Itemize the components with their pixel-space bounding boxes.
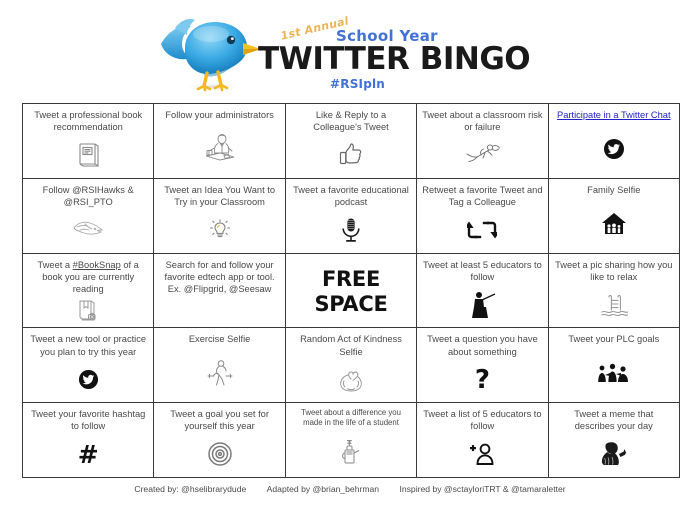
bingo-cell[interactable] — [286, 403, 417, 478]
heart-in-hands-icon — [291, 359, 411, 400]
booksnap-suffix: of a book you are currently reading — [42, 259, 139, 295]
bingo-cell-text — [28, 259, 148, 296]
footer-inspired-by: Inspired by @sctayloriTRT & @tamaraletter — [399, 484, 566, 494]
bingo-cell[interactable] — [154, 179, 285, 254]
twitter-bird-solid-icon — [28, 359, 148, 400]
bingo-cell[interactable] — [286, 104, 417, 179]
add-person-icon — [422, 434, 542, 475]
bingo-cell[interactable] — [417, 254, 548, 329]
bingo-cell-text: Tweet a professional book recommendation — [34, 110, 143, 133]
page-header — [0, 0, 700, 96]
hashtag-label: #RSIpln — [330, 77, 386, 91]
bingo-cell-text: Tweet a meme that describes your day — [574, 409, 654, 432]
bingo-cell-text: Tweet about a classroom risk or failure — [422, 110, 543, 133]
bingo-cell[interactable] — [154, 104, 285, 179]
bingo-cell-text: Tweet a new tool or practice you plan to try this year — [30, 334, 147, 357]
bingo-cell-text: Like & Reply to a Colleague's Tweet — [313, 110, 389, 133]
free-space-line2: SPACE — [314, 291, 388, 316]
book-camera-icon — [28, 296, 148, 325]
family-house-icon — [554, 197, 674, 251]
footer-credits — [0, 484, 700, 494]
free-space-line1: FREE — [321, 267, 380, 292]
bingo-cell-text: Tweet a pic sharing how you like to relax — [555, 259, 673, 282]
microphone-icon — [291, 209, 411, 250]
empty-icon — [159, 296, 279, 325]
bingo-cell-text: Random Act of Kindness Selfie — [300, 334, 402, 357]
title-block — [258, 12, 538, 96]
bingo-cell-text: Tweet a goal you set for yourself this year — [170, 409, 269, 432]
bingo-cell-text: Tweet a list of 5 educators to follow — [423, 409, 542, 432]
bingo-cell[interactable] — [154, 328, 285, 403]
twitter-circle-icon — [554, 123, 674, 176]
target-icon — [159, 434, 279, 475]
bingo-cell-text: Tweet about a difference you made in the life of a student — [300, 408, 401, 428]
bingo-cell-text: Follow @RSIHawks & @RSI_PTO — [42, 184, 134, 208]
bingo-cell[interactable] — [417, 328, 548, 403]
question-mark-icon: ? — [474, 364, 490, 395]
administrator-at-desk-icon — [159, 122, 279, 176]
bingo-cell-text: Tweet an Idea You Want to Try in your Classroom — [164, 184, 275, 208]
booksnap-hashtag: #BookSnap — [72, 259, 121, 270]
bingo-cell[interactable] — [154, 403, 285, 478]
school-year-label: School Year — [336, 27, 438, 45]
bingo-cell-text: Search for and follow your favorite edtech app or tool. Ex. @Flipgrid, @Seesaw — [164, 259, 275, 295]
book-icon — [28, 135, 148, 176]
bingo-cell[interactable] — [417, 179, 548, 254]
booksnap-prefix: Tweet a — [37, 259, 73, 270]
bingo-cell-text: Follow your administrators — [165, 110, 274, 120]
bingo-cell-text: Tweet your PLC goals — [568, 334, 660, 345]
hashtag-icon: # — [77, 439, 99, 469]
bingo-cell-link[interactable] — [549, 104, 680, 179]
bingo-cell[interactable] — [23, 104, 154, 179]
bingo-cell[interactable] — [23, 179, 154, 254]
bingo-cell-text: Exercise Selfie — [188, 334, 251, 345]
bingo-cell-text: Tweet at least 5 educators to follow — [422, 259, 542, 282]
twitter-bird-logo — [155, 14, 263, 94]
bingo-cell[interactable] — [549, 254, 680, 329]
footer-adapted-by: Adapted by @brian_behrman — [266, 484, 380, 494]
bingo-cell[interactable] — [23, 403, 154, 478]
pool-ladder-icon — [554, 284, 674, 325]
free-space-cell[interactable] — [286, 254, 417, 329]
watering-can-icon — [291, 430, 411, 475]
team-group-icon — [554, 347, 674, 401]
retweet-icon — [422, 209, 542, 250]
presenter-podium-icon — [422, 284, 542, 325]
bingo-cell[interactable] — [549, 403, 680, 478]
bingo-cell[interactable] — [286, 179, 417, 254]
bingo-cell-text: Tweet a favorite educational podcast — [293, 184, 409, 208]
bingo-cell-text: Tweet a question you have about something — [427, 334, 538, 357]
first-annual-label: 1st Annual — [279, 14, 351, 43]
bingo-grid — [22, 103, 680, 478]
bingo-cell[interactable] — [417, 403, 548, 478]
bingo-cell[interactable] — [23, 254, 154, 329]
bingo-cell-text: Tweet your favorite hashtag to follow — [31, 409, 146, 432]
bingo-cell-text: Retweet a favorite Tweet and Tag a Colleague — [422, 184, 543, 208]
thumbs-up-icon — [291, 135, 411, 176]
stretching-person-icon — [159, 347, 279, 401]
meme-face-icon — [554, 434, 674, 475]
footer-created-by: Created by: @hselibrarydude — [134, 484, 247, 494]
bingo-cell[interactable] — [417, 104, 548, 179]
hawk-icon — [28, 209, 148, 250]
bingo-cell[interactable] — [549, 328, 680, 403]
bingo-cell[interactable] — [23, 328, 154, 403]
lightbulb-icon — [159, 209, 279, 250]
bingo-cell[interactable] — [154, 254, 285, 329]
bingo-cell-text: Family Selfie — [587, 184, 641, 195]
twitter-chat-link[interactable]: Participate in a Twitter Chat — [557, 110, 671, 120]
bingo-cell[interactable] — [286, 328, 417, 403]
bingo-cell[interactable] — [549, 179, 680, 254]
falling-person-icon — [422, 135, 542, 176]
page-title: TWITTER BINGO — [258, 41, 531, 77]
